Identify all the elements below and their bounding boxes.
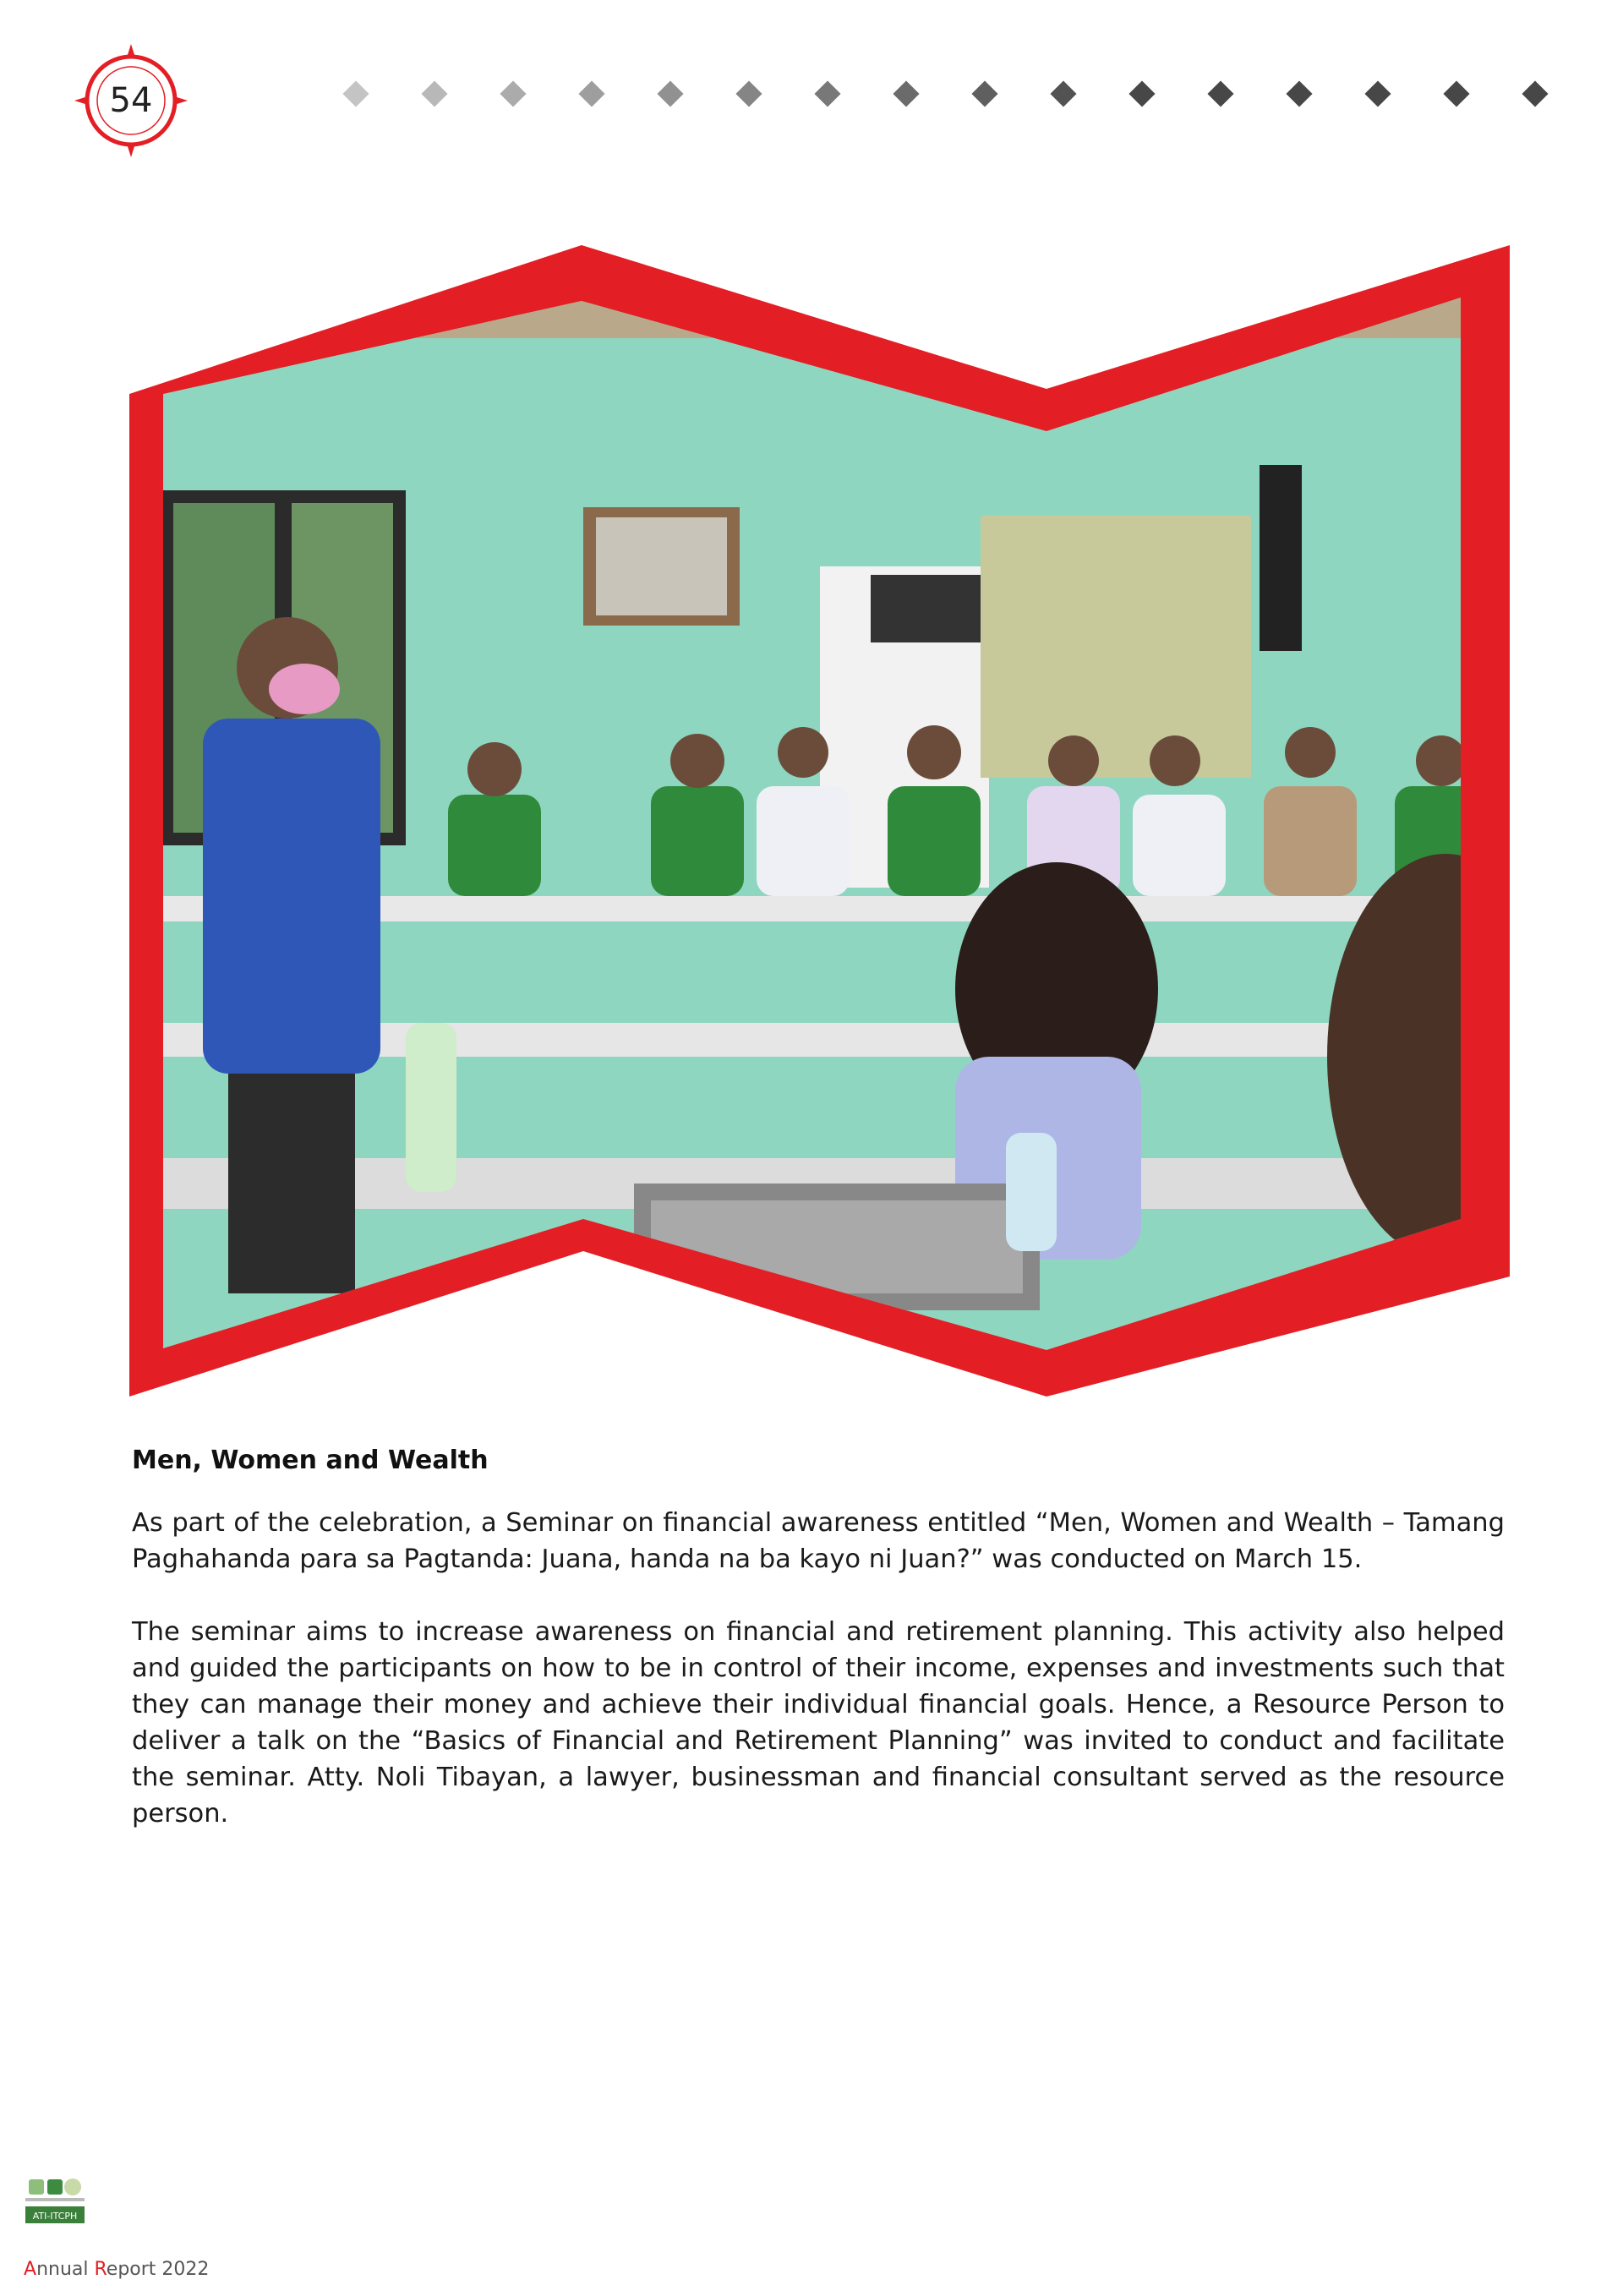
diamond-icon [1522, 80, 1548, 107]
diamond-icon [1286, 80, 1312, 107]
diamond-icon [1207, 80, 1233, 107]
diamond-icon [735, 80, 762, 107]
diamond-icon [1443, 80, 1469, 107]
seminar-photo [127, 245, 1510, 1397]
footer-accent-a: A [24, 2259, 37, 2280]
footer-text-a: nnual [36, 2259, 95, 2280]
diamond-icon [578, 80, 604, 107]
diamond-icon [1050, 80, 1076, 107]
article-paragraph-1: As part of the celebration, a Seminar on financial awareness entitled “Men, Women and Wealth – Tamang Paghahanda para sa Pagtanda: Juana, handa na ba kayo ni Juan?” was conducted on March 15. [132, 1508, 1505, 1574]
page-number: 54 [109, 81, 153, 120]
diamond-icon [893, 80, 919, 107]
diamond-icon [500, 80, 526, 107]
article-body [132, 1505, 1505, 1868]
footer-report-label [24, 2259, 209, 2280]
diamond-icon [1128, 80, 1155, 107]
ati-itcph-logo [24, 2176, 86, 2228]
diamond-icon [342, 80, 369, 107]
diamond-icon [971, 80, 997, 107]
article-paragraph-2: The seminar aims to increase awareness on financial and retirement planning. This activity also helped and guided the participants on how to be in control of their income, expenses and investments such that they can manage their money and achieve their individual financial goals. Hence, a Resource Person to deliver a talk on the “Basics of Financial and Retirement Planning” was invited to conduct and facilitate the seminar. Atty. Noli Tibayan, a lawyer, businessman and financial consultant served as the resource person. [132, 1617, 1505, 1829]
page-number-badge [73, 42, 189, 159]
footer-text-r: eport 2022 [106, 2259, 210, 2280]
diamond-icon [657, 80, 683, 107]
article-heading: Men, Women and Wealth [132, 1446, 489, 1475]
diamond-icon [421, 80, 447, 107]
diamond-icon [1364, 80, 1391, 107]
logo-text: ATI-ITCPH [32, 2211, 78, 2222]
diamond-icon [814, 80, 840, 107]
footer-accent-r: R [94, 2259, 107, 2280]
